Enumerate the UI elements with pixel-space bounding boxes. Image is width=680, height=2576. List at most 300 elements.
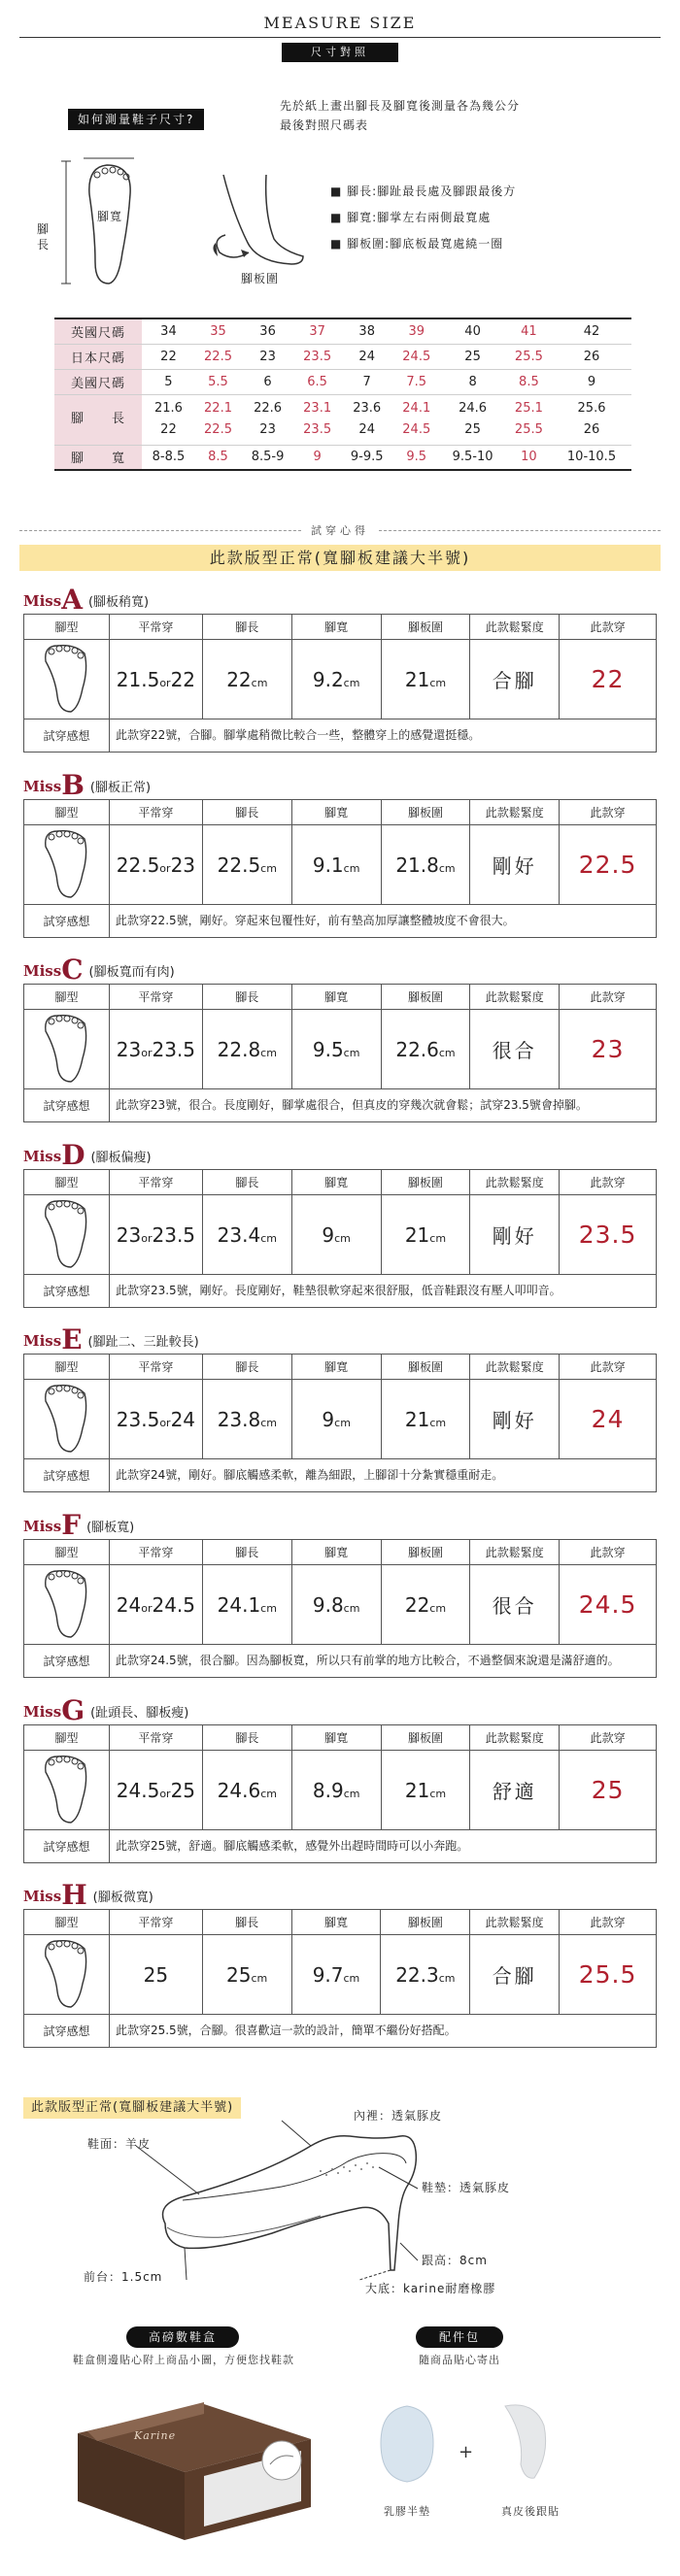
tester-card: [23, 1694, 657, 1863]
unit-cm: cm: [343, 861, 360, 875]
fit-banner: 此款版型正常(寬腳板建議大半號): [19, 545, 661, 571]
fitting-header-row: [24, 615, 657, 640]
fitting-header-cell: 腳板圍: [381, 800, 470, 825]
size-cell-line: 25: [464, 422, 481, 437]
foot-width-cell: [291, 825, 381, 905]
fitting-header-cell: 平常穿: [109, 1910, 202, 1935]
fitting-header-cell: 此款鬆緊度: [470, 1355, 560, 1380]
fitting-header-cell: 此款穿: [560, 1540, 657, 1565]
fitting-header-cell: 腳寬: [291, 1540, 381, 1565]
recommended-size-cell: 22: [560, 640, 657, 719]
size-cell: [294, 394, 340, 445]
item2-caption: 真皮後跟貼: [501, 2505, 560, 2518]
usual-size-a: 23: [116, 1037, 142, 1061]
unit-cm: cm: [438, 861, 456, 875]
feedback-row: [24, 719, 657, 753]
foot-length-cell-value: 25: [226, 1962, 252, 1987]
howto-line-2: 最後對照尺碼表: [280, 118, 369, 132]
usual-size-or: or: [159, 861, 171, 875]
usual-size-cell: [109, 1565, 202, 1645]
tester-letter: H: [61, 1879, 87, 1911]
size-cell: 8.5: [195, 445, 241, 470]
feedback-text: 此款穿22.5號，剛好。穿起來包覆性好，前有墊高加厚讓整體坡度不會很大。: [109, 905, 656, 938]
foot-girth-cell-value: 22: [404, 1592, 430, 1617]
foot-shape-cell: [24, 1010, 110, 1089]
fitting-value-row: [24, 1565, 657, 1645]
feedback-text: 此款穿22號，合腳。腳掌處稍微比較合一些，整體穿上的感覺還挺穩。: [109, 719, 656, 753]
size-chart: [54, 318, 631, 471]
size-cell-line: 23.6: [353, 401, 382, 416]
fitting-value-row: [24, 1935, 657, 2015]
unit-cm: cm: [251, 1971, 268, 1985]
unit-cm: cm: [429, 1787, 447, 1800]
foot-girth-cell: [381, 1751, 470, 1830]
foot-length-cell: [202, 1565, 291, 1645]
size-cell-line: 25.5: [514, 422, 543, 437]
fitting-table: [23, 1724, 657, 1863]
size-cell: [439, 394, 505, 445]
size-cell: 26: [552, 344, 631, 369]
size-cell: 6: [241, 369, 294, 394]
usual-size-b: 23.5: [152, 1222, 196, 1247]
fitting-header-cell: 此款穿: [560, 985, 657, 1010]
fitting-table: [23, 1539, 657, 1678]
foot-length-cell-value: 24.6: [217, 1778, 261, 1802]
fit-cell: 合腳: [470, 640, 560, 719]
heel-grip-image: [486, 2396, 573, 2484]
feedback-row: [24, 905, 657, 938]
label-platform: 前台：1.5cm: [84, 2270, 163, 2284]
size-cell: [506, 394, 552, 445]
fitting-header-cell: 此款鬆緊度: [470, 1910, 560, 1935]
tester-card: [23, 1323, 657, 1492]
size-row: [54, 344, 631, 369]
recommended-size-cell: 23.5: [560, 1195, 657, 1275]
usual-size-cell: [109, 1010, 202, 1089]
feedback-text: 此款穿23.5號，剛好。長度剛好，鞋墊很軟穿起來很舒服，低音鞋跟沒有壓人叩叩音。: [109, 1275, 656, 1308]
foot-shape-cell: [24, 825, 110, 905]
feedback-label: 試穿感想: [24, 719, 110, 753]
feedback-label: 試穿感想: [24, 2015, 110, 2048]
size-cell: 42: [552, 318, 631, 344]
size-cell: 36: [241, 318, 294, 344]
fitting-header-cell: 腳型: [24, 1910, 110, 1935]
usual-size-b: 24.5: [152, 1592, 196, 1617]
fitting-table: [23, 799, 657, 938]
feedback-text: 此款穿24.5號，很合腳。因為腳板寬，所以只有前掌的地方比較合，不過整個來說還是滿舒適的。: [109, 1645, 656, 1678]
unit-cm: cm: [260, 1416, 277, 1429]
tester-letter: D: [61, 1139, 85, 1171]
feedback-label: 試穿感想: [24, 1459, 110, 1492]
foot-length-cell-value: 23.8: [217, 1407, 261, 1431]
size-cell: 38: [340, 318, 393, 344]
fitting-header-cell: 腳型: [24, 985, 110, 1010]
fitting-header-cell: 腳板圍: [381, 1170, 470, 1195]
foot-measure-diagram: [49, 155, 330, 291]
foot-shape-cell: [24, 1380, 110, 1459]
usual-size-cell: [109, 1751, 202, 1830]
fitting-header-cell: 腳寬: [291, 615, 381, 640]
foot-girth-cell: [381, 1935, 470, 2015]
diagram-label-width: 腳寬: [97, 210, 123, 223]
fitting-header-cell: 腳型: [24, 1540, 110, 1565]
size-cell-line: 24.1: [402, 401, 431, 416]
usual-size-a: 22.5: [116, 853, 160, 877]
foot-girth-cell-value: 21.8: [395, 853, 439, 877]
size-cell: 9-9.5: [340, 445, 393, 470]
feedback-text: 此款穿25.5號，合腳。很喜歡這一款的設計，簡單不繼份好搭配。: [109, 2015, 656, 2048]
recommended-size-cell: 23: [560, 1010, 657, 1089]
foot-girth-cell: [381, 1195, 470, 1275]
size-cell: 10: [506, 445, 552, 470]
tester-heading: [23, 586, 657, 614]
fitting-header-cell: 此款穿: [560, 615, 657, 640]
label-sole: 大底：karine耐磨橡膠: [365, 2282, 496, 2295]
foot-width-cell-value: 8.9: [312, 1778, 344, 1802]
unit-cm: cm: [334, 1231, 351, 1245]
foot-icon: [32, 1438, 100, 1458]
size-cell: 22: [142, 344, 195, 369]
tester-letter: E: [61, 1323, 83, 1355]
foot-width-cell: [291, 1195, 381, 1275]
fitting-header-cell: 此款穿: [560, 1725, 657, 1751]
usual-size-cell: [109, 640, 202, 719]
feedback-row: [24, 1645, 657, 1678]
unit-cm: cm: [438, 1971, 456, 1985]
size-cell-line: 26: [583, 422, 600, 437]
tester-letter: A: [61, 584, 83, 616]
fitting-header-cell: 此款鬆緊度: [470, 985, 560, 1010]
fitting-table: [23, 1909, 657, 2048]
foot-girth-cell-value: 21: [404, 1407, 430, 1431]
size-cell: 37: [294, 318, 340, 344]
fitting-header-cell: 腳板圍: [381, 1725, 470, 1751]
tester-card: [23, 586, 657, 753]
size-cell-line: 24.5: [402, 422, 431, 437]
foot-shape-cell: [24, 1565, 110, 1645]
box-brand: Karine: [134, 2429, 177, 2442]
recommended-size-cell: 22.5: [560, 825, 657, 905]
recommended-size-cell: 25.5: [560, 1935, 657, 2015]
tester-note: (腳板稍寬): [87, 595, 150, 610]
size-cell: 9: [294, 445, 340, 470]
foot-length-cell: [202, 1751, 291, 1830]
size-cell: 5: [142, 369, 195, 394]
fit-cell: 剛好: [470, 1380, 560, 1459]
feedback-label: 試穿感想: [24, 1830, 110, 1863]
foot-girth-cell: [381, 1010, 470, 1089]
usual-size-or: or: [141, 1231, 153, 1245]
fitting-header-cell: 此款鬆緊度: [470, 615, 560, 640]
fitting-header-row: [24, 800, 657, 825]
size-cell: [241, 394, 294, 445]
foot-shape-cell: [24, 1751, 110, 1830]
foot-length-cell-value: 22.5: [217, 853, 261, 877]
size-cell: 24: [340, 344, 393, 369]
fitting-header-cell: 腳寬: [291, 800, 381, 825]
tester-note: (趾頭長、腳板瘦): [90, 1706, 189, 1721]
unit-cm: cm: [429, 1416, 447, 1429]
foot-girth-cell-value: 21: [404, 667, 430, 691]
foot-length-cell: [202, 1010, 291, 1089]
usual-size-or: or: [159, 1416, 171, 1429]
foot-length-cell: [202, 825, 291, 905]
tester-letter: B: [61, 769, 85, 801]
size-cell-line: 22: [160, 422, 177, 437]
fit-cell: 合腳: [470, 1935, 560, 2015]
feedback-row: [24, 1275, 657, 1308]
size-row: [54, 318, 631, 344]
usual-size-a: 24.5: [116, 1778, 160, 1802]
foot-girth-cell-value: 22.6: [395, 1037, 439, 1061]
foot-length-cell: [202, 1935, 291, 2015]
recommended-size-cell: 24: [560, 1380, 657, 1459]
feedback-row: [24, 1089, 657, 1122]
fitting-header-cell: 腳長: [202, 1910, 291, 1935]
fitting-header-cell: 平常穿: [109, 1355, 202, 1380]
size-cell: 23.5: [294, 344, 340, 369]
fitting-header-cell: 此款穿: [560, 1910, 657, 1935]
fitting-header-cell: 腳長: [202, 1170, 291, 1195]
fitting-header-cell: 平常穿: [109, 1725, 202, 1751]
size-cell-line: 22.6: [254, 401, 283, 416]
size-cell: 40: [439, 318, 505, 344]
fitting-header-cell: 腳寬: [291, 1725, 381, 1751]
foot-width-cell-value: 9.1: [312, 853, 344, 877]
fitting-header-cell: 平常穿: [109, 615, 202, 640]
foot-shape-cell: [24, 640, 110, 719]
tester-heading: [23, 1509, 657, 1541]
shoe-diagram: [126, 2107, 457, 2282]
fitting-header-cell: 腳長: [202, 985, 291, 1010]
tester-note: (腳板偏瘦): [90, 1151, 152, 1165]
size-row: [54, 394, 631, 445]
fitting-table: [23, 1354, 657, 1492]
tester-note: (腳板寬): [86, 1521, 135, 1535]
measure-bullets: [330, 179, 516, 257]
size-cell: 9.5: [393, 445, 439, 470]
size-cell: 7: [340, 369, 393, 394]
howto-label: 如何測量鞋子尺寸?: [68, 109, 204, 130]
size-row-label: 腳 長: [54, 394, 142, 445]
size-cell: 25: [439, 344, 505, 369]
tester-heading: [23, 1879, 657, 1911]
unit-cm: cm: [343, 1971, 360, 1985]
fitting-table: [23, 984, 657, 1122]
label-insole: 鞋墊：透氣豚皮: [422, 2181, 511, 2194]
fitting-header-cell: 腳板圍: [381, 1355, 470, 1380]
fitting-header-cell: 平常穿: [109, 800, 202, 825]
fitting-header-cell: 平常穿: [109, 1540, 202, 1565]
tester-letter: G: [61, 1694, 85, 1726]
usual-size-or: or: [159, 1787, 171, 1800]
size-cell: 39: [393, 318, 439, 344]
accessory-title: 配件包: [416, 2326, 503, 2348]
plus-sign: +: [458, 2442, 475, 2462]
unit-cm: cm: [260, 861, 277, 875]
foot-icon: [32, 698, 100, 719]
foot-girth-cell: [381, 640, 470, 719]
foot-shape-cell: [24, 1195, 110, 1275]
foot-width-cell-value: 9: [322, 1407, 335, 1431]
usual-size-b: 23.5: [152, 1037, 196, 1061]
fitting-value-row: [24, 1010, 657, 1089]
size-cell: 24.5: [393, 344, 439, 369]
tester-heading: [23, 1139, 657, 1171]
feedback-label: 試穿感想: [24, 1645, 110, 1678]
fitting-value-row: [24, 1195, 657, 1275]
size-cell-line: 22.5: [204, 422, 232, 437]
foot-width-cell-value: 9: [322, 1222, 335, 1247]
usual-size-cell: [109, 825, 202, 905]
tester-heading: [23, 953, 657, 986]
foot-icon: [32, 1623, 100, 1644]
tester-heading: [23, 1323, 657, 1355]
size-cell-line: 23.5: [303, 422, 332, 437]
fit-cell: 剛好: [470, 1195, 560, 1275]
tester-prefix: Miss: [23, 1888, 62, 1905]
size-row: [54, 445, 631, 470]
feedback-label: 試穿感想: [24, 905, 110, 938]
unit-cm: cm: [429, 676, 447, 689]
foot-length-cell: [202, 640, 291, 719]
bullet-length: ■ 腳長:腳趾最長處及腳跟最後方: [330, 179, 516, 205]
usual-size-or: or: [141, 1046, 153, 1059]
feedback-text: 此款穿24號，剛好。腳底觸感柔軟，離為細跟，上腳卻十分紮實穩重耐走。: [109, 1459, 656, 1492]
foot-girth-cell-value: 21: [404, 1778, 430, 1802]
foot-width-cell-value: 9.5: [312, 1037, 344, 1061]
size-cell: 10-10.5: [552, 445, 631, 470]
fitting-header-cell: 腳長: [202, 800, 291, 825]
tester-prefix: Miss: [23, 778, 62, 795]
unit-cm: cm: [429, 1601, 447, 1615]
size-cell: 41: [506, 318, 552, 344]
box-caption: 鞋盒側邊貼心附上商品小圖，方便您找鞋款: [73, 2354, 294, 2366]
fitting-header-cell: 腳寬: [291, 1910, 381, 1935]
usual-size-or: or: [159, 676, 171, 689]
usual-size-b: 25: [170, 1778, 196, 1802]
fitting-header-cell: 平常穿: [109, 1170, 202, 1195]
unit-cm: cm: [343, 1787, 360, 1800]
size-cell: [552, 394, 631, 445]
foot-length-cell: [202, 1380, 291, 1459]
fitting-header-cell: 腳板圍: [381, 985, 470, 1010]
tester-card: [23, 1509, 657, 1678]
feedback-label: 試穿感想: [24, 1089, 110, 1122]
fitting-value-row: [24, 1751, 657, 1830]
foot-length-cell-value: 22: [226, 667, 252, 691]
foot-length-cell-value: 23.4: [217, 1222, 261, 1247]
usual-size-or: or: [141, 1601, 153, 1615]
fitting-header-cell: 腳板圍: [381, 1540, 470, 1565]
usual-size-cell: [109, 1380, 202, 1459]
foot-icon: [32, 1254, 100, 1274]
tips-title: 試穿心得: [311, 524, 369, 537]
fitting-header-cell: 腳寬: [291, 1355, 381, 1380]
feedback-label: 試穿感想: [24, 1275, 110, 1308]
tester-prefix: Miss: [23, 1332, 62, 1350]
tester-card: [23, 1879, 657, 2048]
size-cell: 8.5: [506, 369, 552, 394]
fitting-header-row: [24, 1170, 657, 1195]
header-divider: [19, 37, 661, 38]
accessory-caption: 隨商品貼心寄出: [419, 2354, 500, 2366]
fitting-header-cell: 腳型: [24, 800, 110, 825]
size-cell-line: 25.1: [514, 401, 543, 416]
unit-cm: cm: [260, 1046, 277, 1059]
fitting-header-cell: 腳型: [24, 1355, 110, 1380]
fitting-header-cell: 此款鬆緊度: [470, 1170, 560, 1195]
feedback-text: 此款穿25號，舒適。腳底觸感柔軟，感覺外出趕時間時可以小奔跑。: [109, 1830, 656, 1863]
tester-letter: F: [61, 1509, 82, 1541]
label-lining: 內裡：透氣豚皮: [354, 2109, 443, 2123]
size-cell: 9: [552, 369, 631, 394]
feedback-row: [24, 1459, 657, 1492]
fit-cell: 很合: [470, 1010, 560, 1089]
latex-pad-image: [373, 2400, 441, 2488]
fitting-header-cell: 腳板圍: [381, 1910, 470, 1935]
foot-shape-cell: [24, 1935, 110, 2015]
usual-size-a: 23: [116, 1222, 142, 1247]
foot-length-cell-value: 22.8: [217, 1037, 261, 1061]
diagram-label-length: 腳長: [37, 222, 51, 251]
unit-cm: cm: [260, 1231, 277, 1245]
fitting-table: [23, 1169, 657, 1308]
howto-line-1: 先於紙上畫出腳長及腳寬後測量各為幾公分: [280, 99, 521, 113]
size-cell-line: 23.1: [303, 401, 332, 416]
size-cell: 6.5: [294, 369, 340, 394]
unit-cm: cm: [438, 1046, 456, 1059]
tester-heading: [23, 769, 657, 801]
fit-cell: 很合: [470, 1565, 560, 1645]
size-cell: 25.5: [506, 344, 552, 369]
fitting-header-cell: 腳寬: [291, 985, 381, 1010]
fit-cell: 舒適: [470, 1751, 560, 1830]
foot-width-cell: [291, 640, 381, 719]
diagram-label-girth: 腳板圍: [241, 272, 280, 285]
recommended-size-cell: 24.5: [560, 1565, 657, 1645]
size-cell-line: 24: [358, 422, 375, 437]
unit-cm: cm: [429, 1231, 447, 1245]
foot-width-cell: [291, 1380, 381, 1459]
size-row-label: 腳 寬: [54, 445, 142, 470]
size-row: [54, 369, 631, 394]
foot-girth-cell: [381, 1380, 470, 1459]
header-subtitle: 尺寸對照: [282, 43, 398, 62]
tester-note: (腳板正常): [89, 781, 152, 795]
tester-prefix: Miss: [23, 1518, 62, 1535]
foot-girth-cell-value: 21: [404, 1222, 430, 1247]
fitting-value-row: [24, 640, 657, 719]
tester-letter: C: [61, 953, 84, 986]
fitting-header-cell: 腳寬: [291, 1170, 381, 1195]
fitting-header-cell: 此款鬆緊度: [470, 1540, 560, 1565]
unit-cm: cm: [334, 1416, 351, 1429]
foot-width-cell-value: 9.7: [312, 1962, 344, 1987]
box-title: 高磅數鞋盒: [126, 2326, 239, 2348]
label-heel: 跟高：8cm: [422, 2254, 488, 2267]
usual-size-b: 23: [170, 853, 196, 877]
tester-prefix: Miss: [23, 1148, 62, 1165]
usual-size-a: 23.5: [116, 1407, 160, 1431]
size-cell: [195, 394, 241, 445]
fitting-header-cell: 腳長: [202, 1540, 291, 1565]
foot-length-cell-value: 24.1: [217, 1592, 261, 1617]
unit-cm: cm: [251, 676, 268, 689]
tester-card: [23, 1139, 657, 1308]
tester-prefix: Miss: [23, 592, 62, 610]
fitting-header-cell: 腳長: [202, 1725, 291, 1751]
